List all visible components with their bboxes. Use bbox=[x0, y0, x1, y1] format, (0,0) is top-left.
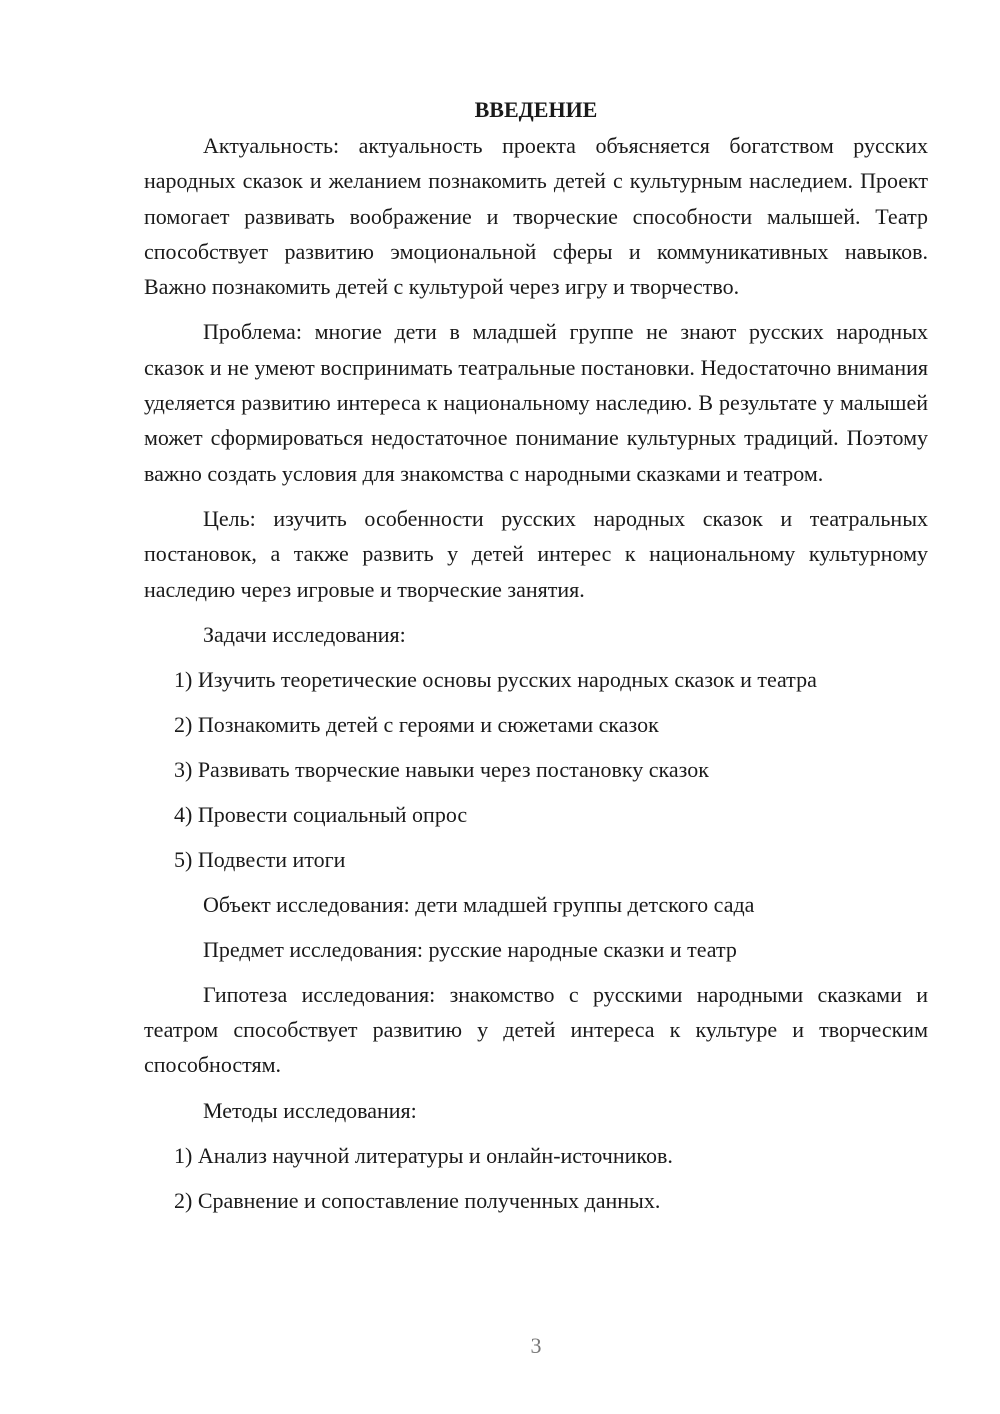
method-item: 1) Анализ научной литературы и онлайн-источников. bbox=[174, 1142, 673, 1168]
document-page bbox=[144, 92, 928, 1228]
tasks-heading: Задачи исследования: bbox=[203, 621, 406, 647]
research-subject: Предмет исследования: русские народные сказки и театр bbox=[203, 936, 737, 962]
task-item: 4) Провести социальный опрос bbox=[174, 801, 468, 827]
research-object: Объект исследования: дети младшей группы детского сада bbox=[203, 891, 755, 917]
task-item: 2) Познакомить детей с героями и сюжетами сказок bbox=[174, 711, 659, 737]
relevance-paragraph: Актуальность: актуальность проекта объясняется богатством русских народных сказок и желанием познакомить детей с культурным наследием. Проект помогает развивать воображение и творческие способности малышей. Театр способствует развитию эмоциональной сферы и коммуникативных навыков. Важно познакомить детей с культурой через игру и творчество. bbox=[144, 133, 928, 300]
hypothesis-paragraph: Гипотеза исследования: знакомство с русскими народными сказками и театром способствует развитию у детей интереса к культуре и творческим способностям. bbox=[144, 981, 928, 1078]
page-number: 3 bbox=[530, 1333, 542, 1358]
methods-heading: Методы исследования: bbox=[203, 1097, 417, 1123]
page-title: ВВЕДЕНИЕ bbox=[474, 97, 598, 122]
task-item: 1) Изучить теоретические основы русских народных сказок и театра bbox=[174, 666, 817, 692]
task-item: 3) Развивать творческие навыки через постановку сказок bbox=[174, 756, 709, 782]
problem-paragraph: Проблема: многие дети в младшей группе не знают русских народных сказок и не умеют воспринимать театральные постановки. Недостаточно внимания уделяется развитию интереса к национальному наследию. В результате у малышей может сформироваться недостаточное понимание культурных традиций. Поэтому важно создать условия для знакомства с народными сказками и театром. bbox=[144, 319, 928, 486]
goal-paragraph: Цель: изучить особенности русских народных сказок и театральных постановок, а также развить у детей интерес к национальному культурному наследию через игровые и творческие занятия. bbox=[144, 505, 928, 602]
method-item: 2) Сравнение и сопоставление полученных данных. bbox=[174, 1187, 661, 1213]
task-item: 5) Подвести итоги bbox=[174, 846, 346, 872]
